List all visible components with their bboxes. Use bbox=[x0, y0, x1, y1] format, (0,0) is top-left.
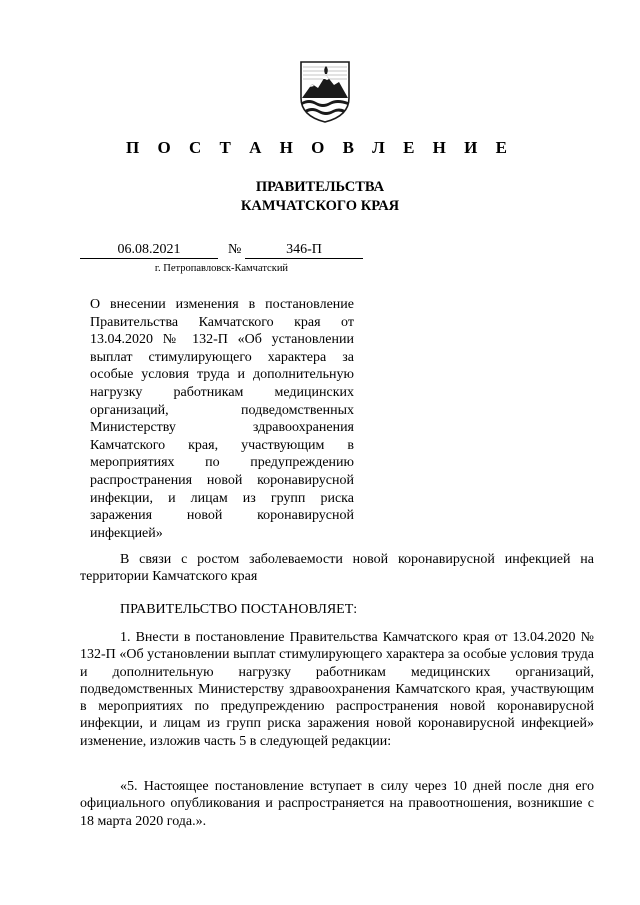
intro-paragraph: В связи с ростом заболеваемости новой коронавирусной инфекцией на территории Камчатского края bbox=[80, 552, 594, 585]
issuer-block bbox=[0, 178, 640, 216]
document-type-title: П О С Т А Н О В Л Е Н И Е bbox=[126, 138, 514, 157]
issuer-line: КАМЧАТСКОГО КРАЯ bbox=[240, 198, 400, 214]
item-1-paragraph: 1. Внести в постановление Правительства Камчатского края от 13.04.2020 № 132-П «Об установлении выплат стимулирующего характера за особые условия труда и дополнительную нагрузку работникам медицинских организаций, подведомственных Министерству здравоохранения Камчатского края, участвующим в мероприятиях по предупреждению распространения новой коронавирусной инфекции, и лицам из групп риска заражения новой коронавирусной инфекцией» изменение, изложив часть 5 в следующей редакции: bbox=[80, 630, 594, 749]
kamchatka-coat-of-arms-icon bbox=[297, 58, 353, 124]
quoted-amendment: «5. Настоящее постановление вступает в силу через 10 дней после дня его официального опубликования и распространяется на правоотношения, возникшие с 18 марта 2020 года.». bbox=[80, 779, 594, 829]
document-number: 346-П bbox=[245, 241, 363, 259]
issuer-line: ПРАВИТЕЛЬСТВА bbox=[255, 179, 385, 195]
decree-heading: ПРАВИТЕЛЬСТВО ПОСТАНОВЛЯЕТ: bbox=[120, 602, 358, 617]
document-date: 06.08.2021 bbox=[80, 241, 218, 259]
number-sign: № bbox=[228, 242, 242, 257]
document-city: г. Петропавловск-Камчатский bbox=[154, 263, 289, 274]
document-subject: О внесении изменения в постановление Правительства Камчатского края от 13.04.2020 № 132-П «Об установлении выплат стимулирующего характера за особые условия труда и дополнительную нагрузку работникам медицинских организаций, подведомственных Министерству здравоохранения Камчатского края, участвующим в мероприятиях по предупреждению распространения новой коронавирусной инфекции, и лицам из групп риска заражения новой коронавирусной инфекцией» bbox=[90, 297, 354, 541]
